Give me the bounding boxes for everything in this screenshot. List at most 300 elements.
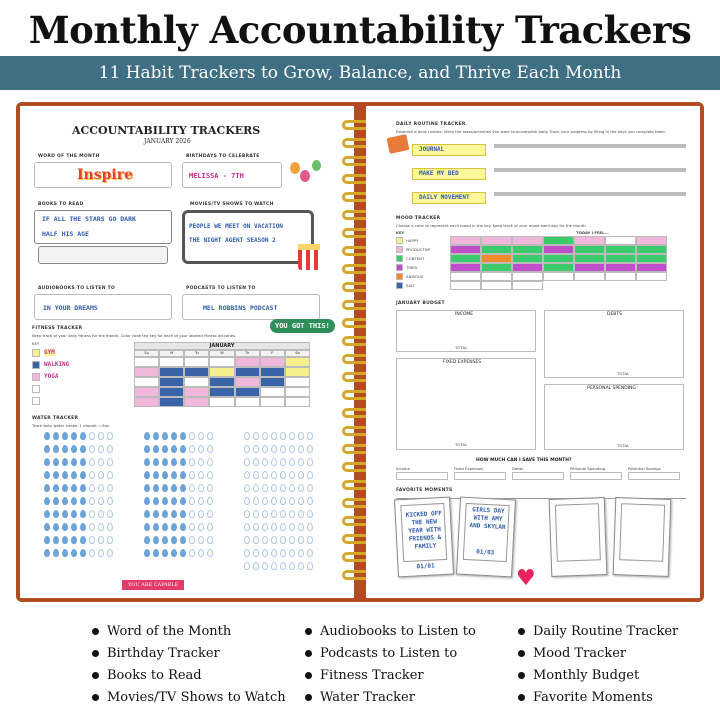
book-item: HALF HIS AGE bbox=[42, 230, 89, 238]
water-drop bbox=[198, 536, 204, 544]
water-drop bbox=[280, 510, 286, 518]
routine-cell bbox=[554, 170, 566, 172]
routine-grid bbox=[494, 192, 686, 196]
mood-today-label: TODAY I FEEL... bbox=[576, 230, 609, 235]
mood-cell bbox=[574, 263, 605, 272]
calendar-cell bbox=[159, 367, 184, 377]
water-drop bbox=[89, 445, 95, 453]
mood-cell bbox=[512, 236, 543, 245]
mood-key-label: SAD bbox=[406, 283, 415, 288]
water-drop bbox=[189, 510, 195, 518]
water-drop bbox=[271, 458, 277, 466]
water-drop bbox=[289, 510, 295, 518]
water-drop bbox=[307, 471, 313, 479]
water-drop bbox=[80, 549, 86, 557]
birthday-box bbox=[182, 162, 282, 188]
podcasts-value: MEL ROBBINS PODCAST bbox=[203, 304, 278, 312]
water-drop bbox=[189, 471, 195, 479]
water-drop bbox=[53, 549, 59, 557]
calendar-day-header: W bbox=[209, 350, 234, 357]
photo-date: 01/03 bbox=[476, 548, 495, 557]
routine-cell bbox=[626, 146, 638, 148]
water-drop bbox=[207, 523, 213, 531]
water-drop bbox=[253, 497, 259, 505]
birthday-label: BIRTHDAYS TO CELEBRATE bbox=[186, 154, 260, 159]
mood-cell bbox=[481, 245, 512, 254]
save-field[interactable] bbox=[454, 472, 506, 480]
routine-cell bbox=[662, 194, 674, 196]
routine-cell bbox=[542, 146, 554, 148]
routine-cell bbox=[530, 170, 542, 172]
water-drop bbox=[53, 484, 59, 492]
mood-swatch bbox=[396, 237, 403, 244]
left-page bbox=[20, 106, 354, 598]
water-drop bbox=[80, 510, 86, 518]
save-column-label: Debts bbox=[512, 466, 524, 471]
water-drop bbox=[198, 484, 204, 492]
photo-date: 01/01 bbox=[416, 562, 435, 571]
calendar-cell bbox=[159, 377, 184, 387]
save-column-label: Potential Savings bbox=[628, 466, 661, 471]
water-drop bbox=[153, 445, 159, 453]
water-drop bbox=[271, 471, 277, 479]
water-drop bbox=[253, 445, 259, 453]
mood-cell bbox=[481, 236, 512, 245]
water-drop bbox=[153, 458, 159, 466]
water-drop bbox=[62, 445, 68, 453]
routine-cell bbox=[506, 146, 518, 148]
water-drop bbox=[89, 458, 95, 466]
save-field[interactable] bbox=[628, 472, 680, 480]
key-item: GYM bbox=[44, 349, 55, 356]
mood-swatch bbox=[396, 282, 403, 289]
water-drop bbox=[71, 432, 77, 440]
water-drop bbox=[44, 523, 50, 531]
water-drop bbox=[244, 432, 250, 440]
water-drop bbox=[62, 510, 68, 518]
water-drop bbox=[153, 549, 159, 557]
water-drop bbox=[53, 445, 59, 453]
water-drop bbox=[171, 549, 177, 557]
feature-item bbox=[92, 690, 286, 705]
water-drop bbox=[162, 497, 168, 505]
calendar-day-header: Tu bbox=[184, 350, 209, 357]
water-drop bbox=[289, 445, 295, 453]
water-drop bbox=[44, 471, 50, 479]
fitness-instructions: Keep track of your daily fitness for the month. Color code the key for each of your labeled fitness activities. bbox=[32, 333, 237, 338]
routine-cell bbox=[530, 194, 542, 196]
feature-label: Favorite Moments bbox=[533, 690, 653, 705]
water-drop bbox=[298, 562, 304, 570]
heart-icon: ♥ bbox=[516, 566, 536, 591]
mood-cell bbox=[636, 263, 667, 272]
water-drop bbox=[80, 497, 86, 505]
mood-swatch bbox=[396, 255, 403, 262]
water-drop bbox=[271, 523, 277, 531]
water-drop bbox=[189, 536, 195, 544]
water-drop bbox=[207, 510, 213, 518]
calendar-cell bbox=[209, 367, 234, 377]
mood-cell bbox=[636, 236, 667, 245]
mood-cell bbox=[450, 254, 481, 263]
routine-cell bbox=[614, 194, 626, 196]
water-drop bbox=[280, 484, 286, 492]
calendar-day-header: M bbox=[159, 350, 184, 357]
calendar-cell bbox=[159, 397, 184, 407]
routine-instructions: Establish a daily routine. Write the tasks/activities you want to accomplish daily. Track your progress by filling in the days you complete them. bbox=[396, 129, 667, 134]
water-drop bbox=[244, 497, 250, 505]
water-drop bbox=[298, 458, 304, 466]
calendar-cell bbox=[209, 377, 234, 387]
mood-cell bbox=[543, 236, 574, 245]
mood-cell bbox=[450, 272, 481, 281]
feature-label: Podcasts to Listen to bbox=[320, 646, 458, 661]
water-drop bbox=[307, 549, 313, 557]
feature-label: Mood Tracker bbox=[533, 646, 627, 661]
calendar-cell bbox=[159, 387, 184, 397]
water-drop bbox=[207, 536, 213, 544]
water-drop bbox=[298, 510, 304, 518]
calendar-cell bbox=[134, 397, 159, 407]
water-drop bbox=[244, 458, 250, 466]
water-drop bbox=[298, 471, 304, 479]
routine-item: DAILY MOVEMENT bbox=[412, 192, 486, 204]
water-drop bbox=[98, 549, 104, 557]
moments-label: FAVORITE MOMENTS bbox=[396, 488, 453, 493]
water-drop bbox=[144, 549, 150, 557]
water-drop bbox=[44, 497, 50, 505]
feature-item bbox=[518, 690, 653, 705]
fixed-total: TOTAL bbox=[455, 442, 468, 447]
water-drop bbox=[80, 432, 86, 440]
mood-grid bbox=[450, 236, 667, 290]
calendar-day-header: Su bbox=[134, 350, 159, 357]
mood-cell bbox=[481, 272, 512, 281]
calendar-cell bbox=[184, 377, 209, 387]
water-drop bbox=[53, 458, 59, 466]
mood-cell bbox=[512, 254, 543, 263]
calendar-cell bbox=[285, 367, 310, 377]
water-drop bbox=[198, 497, 204, 505]
water-drop bbox=[207, 458, 213, 466]
save-field[interactable] bbox=[512, 472, 564, 480]
mood-cell bbox=[512, 245, 543, 254]
routine-label: DAILY ROUTINE TRACKER bbox=[396, 122, 466, 127]
water-drop bbox=[189, 458, 195, 466]
mood-cell bbox=[605, 254, 636, 263]
water-drop bbox=[307, 484, 313, 492]
water-drop bbox=[180, 484, 186, 492]
calendar-cell bbox=[184, 357, 209, 367]
water-drop bbox=[107, 432, 113, 440]
mood-cell bbox=[450, 236, 481, 245]
water-drop bbox=[189, 445, 195, 453]
water-drop bbox=[244, 562, 250, 570]
water-drop bbox=[189, 484, 195, 492]
routine-cell bbox=[590, 170, 602, 172]
water-drop bbox=[107, 458, 113, 466]
routine-cell bbox=[494, 170, 506, 172]
water-drop bbox=[53, 497, 59, 505]
routine-grid bbox=[494, 168, 686, 172]
water-drop bbox=[71, 445, 77, 453]
right-page bbox=[366, 106, 700, 598]
routine-cell bbox=[566, 194, 578, 196]
water-drop bbox=[271, 549, 277, 557]
water-drop bbox=[89, 510, 95, 518]
calendar-cell bbox=[159, 357, 184, 367]
water-drop bbox=[44, 458, 50, 466]
water-drop bbox=[153, 432, 159, 440]
calendar-cell bbox=[260, 397, 285, 407]
water-drop bbox=[144, 536, 150, 544]
water-drop bbox=[180, 497, 186, 505]
water-drop bbox=[253, 562, 259, 570]
water-drop bbox=[280, 471, 286, 479]
routine-cell bbox=[674, 194, 686, 196]
mood-key-label: HAPPY bbox=[406, 238, 419, 243]
calendar-cell bbox=[184, 387, 209, 397]
feature-item bbox=[92, 624, 231, 639]
calendar-cell bbox=[184, 367, 209, 377]
mood-swatch bbox=[396, 246, 403, 253]
water-drop bbox=[198, 510, 204, 518]
water-drop bbox=[171, 536, 177, 544]
routine-cell bbox=[626, 170, 638, 172]
water-drop bbox=[144, 432, 150, 440]
water-drop bbox=[71, 523, 77, 531]
water-drop bbox=[98, 510, 104, 518]
water-drop bbox=[253, 458, 259, 466]
fixed-header: FIXED EXPENSES bbox=[443, 360, 482, 365]
personal-table bbox=[544, 384, 684, 450]
routine-cell bbox=[674, 170, 686, 172]
water-drop bbox=[171, 523, 177, 531]
water-drop bbox=[262, 497, 268, 505]
mood-swatch bbox=[396, 273, 403, 280]
income-total: TOTAL bbox=[455, 345, 468, 350]
calendar-cell bbox=[209, 397, 234, 407]
routine-grid bbox=[494, 144, 686, 148]
calendar-cell bbox=[209, 357, 234, 367]
key-item: WALKING bbox=[44, 361, 70, 368]
water-drop bbox=[89, 484, 95, 492]
balloons-icon bbox=[288, 158, 328, 194]
water-drop bbox=[144, 445, 150, 453]
save-field[interactable] bbox=[570, 472, 622, 480]
water-drop bbox=[71, 484, 77, 492]
water-drop bbox=[62, 497, 68, 505]
water-drop bbox=[289, 536, 295, 544]
water-drop bbox=[298, 484, 304, 492]
water-drop bbox=[307, 458, 313, 466]
fixed-table bbox=[396, 358, 536, 450]
debts-total: TOTAL bbox=[617, 371, 630, 376]
subtitle-banner: 11 Habit Trackers to Grow, Balance, and Thrive Each Month bbox=[0, 56, 720, 90]
water-drop bbox=[280, 549, 286, 557]
water-drop bbox=[244, 484, 250, 492]
routine-cell bbox=[602, 194, 614, 196]
key-item: YOGA bbox=[44, 373, 59, 380]
save-column-label: Income bbox=[396, 466, 410, 471]
water-drop bbox=[289, 484, 295, 492]
photo-frame bbox=[456, 497, 516, 578]
mood-cell bbox=[636, 272, 667, 281]
water-drop bbox=[307, 536, 313, 544]
water-drop bbox=[307, 432, 313, 440]
routine-cell bbox=[518, 170, 530, 172]
water-drop bbox=[62, 484, 68, 492]
books-stack bbox=[34, 210, 172, 268]
budget-label: JANUARY BUDGET bbox=[396, 301, 445, 306]
feature-item bbox=[92, 668, 202, 683]
water-drop bbox=[107, 523, 113, 531]
mood-cell bbox=[636, 254, 667, 263]
mood-cell bbox=[605, 245, 636, 254]
water-drop bbox=[262, 562, 268, 570]
water-drop bbox=[71, 497, 77, 505]
routine-cell bbox=[614, 146, 626, 148]
water-drop bbox=[107, 510, 113, 518]
routine-cell bbox=[566, 170, 578, 172]
feature-item bbox=[305, 646, 457, 661]
mood-cell bbox=[512, 272, 543, 281]
calendar-cell bbox=[260, 377, 285, 387]
water-drop bbox=[107, 549, 113, 557]
mood-label: MOOD TRACKER bbox=[396, 216, 441, 221]
water-drop bbox=[171, 510, 177, 518]
calendar-day-header: Th bbox=[235, 350, 260, 357]
water-drop bbox=[207, 484, 213, 492]
water-drop bbox=[71, 471, 77, 479]
routine-cell bbox=[638, 146, 650, 148]
water-drop bbox=[298, 536, 304, 544]
calendar-cell bbox=[235, 377, 260, 387]
feature-item bbox=[518, 646, 626, 661]
water-drop bbox=[153, 523, 159, 531]
podcasts-label: PODCASTS TO LISTEN TO bbox=[186, 286, 256, 291]
feature-label: Movies/TV Shows to Watch bbox=[107, 690, 286, 705]
water-drop bbox=[162, 445, 168, 453]
water-drop bbox=[144, 458, 150, 466]
water-instructions: Track daily water intake. 1 droplet = 8oz. bbox=[32, 423, 111, 428]
water-drop bbox=[153, 484, 159, 492]
mood-cell bbox=[605, 272, 636, 281]
water-drop bbox=[171, 497, 177, 505]
routine-cell bbox=[650, 194, 662, 196]
water-drop bbox=[44, 445, 50, 453]
water-drop bbox=[262, 484, 268, 492]
water-drop bbox=[207, 471, 213, 479]
water-drop bbox=[71, 510, 77, 518]
water-drop bbox=[98, 484, 104, 492]
water-drop bbox=[207, 549, 213, 557]
calendar-cell bbox=[134, 387, 159, 397]
mood-cell bbox=[543, 263, 574, 272]
water-drop bbox=[71, 536, 77, 544]
calendar-cell bbox=[134, 367, 159, 377]
water-drop bbox=[62, 432, 68, 440]
water-drop bbox=[207, 445, 213, 453]
water-drop bbox=[307, 445, 313, 453]
water-drop bbox=[289, 497, 295, 505]
water-drop bbox=[180, 523, 186, 531]
sticker-badge: YOU GOT THIS! bbox=[270, 319, 335, 333]
calendar-cell bbox=[235, 397, 260, 407]
water-drop bbox=[171, 471, 177, 479]
water-drop bbox=[298, 432, 304, 440]
routine-cell bbox=[506, 170, 518, 172]
mood-key-label: CONTENT bbox=[406, 256, 425, 261]
routine-cell bbox=[554, 146, 566, 148]
routine-cell bbox=[578, 146, 590, 148]
water-drop bbox=[153, 497, 159, 505]
routine-item: MAKE MY BED bbox=[412, 168, 486, 180]
water-drop bbox=[180, 432, 186, 440]
word-value: Inspire bbox=[77, 167, 133, 183]
water-drop bbox=[253, 432, 259, 440]
water-drop bbox=[162, 510, 168, 518]
water-drop bbox=[171, 484, 177, 492]
water-drop bbox=[44, 510, 50, 518]
routine-cell bbox=[602, 146, 614, 148]
water-drop bbox=[271, 497, 277, 505]
feature-item bbox=[518, 624, 678, 639]
water-drop bbox=[171, 432, 177, 440]
water-drop bbox=[262, 536, 268, 544]
mood-key-label: PRODUCTIVE bbox=[406, 247, 431, 252]
water-drop bbox=[89, 523, 95, 531]
water-drop bbox=[144, 523, 150, 531]
water-drop bbox=[153, 471, 159, 479]
mood-cell bbox=[605, 236, 636, 245]
water-drop bbox=[162, 523, 168, 531]
mood-cell bbox=[481, 281, 512, 290]
mood-cell bbox=[574, 245, 605, 254]
mood-instructions: Choose a color to represent each mood in the key. Keep track of your mood each day for the month. bbox=[396, 223, 587, 228]
water-drop bbox=[289, 523, 295, 531]
save-column-label: Fixed Expenses bbox=[454, 466, 484, 471]
water-drop bbox=[98, 471, 104, 479]
left-page-title: ACCOUNTABILITY TRACKERS bbox=[72, 124, 261, 137]
audiobooks-box bbox=[34, 294, 172, 320]
mood-cell bbox=[605, 263, 636, 272]
feature-item bbox=[305, 624, 476, 639]
routine-cell bbox=[662, 170, 674, 172]
fitness-key-label: KEY bbox=[32, 341, 40, 346]
water-drop bbox=[144, 484, 150, 492]
photo-frame bbox=[394, 497, 454, 578]
water-grid bbox=[32, 432, 342, 580]
water-label: WATER TRACKER bbox=[32, 416, 79, 421]
water-drop bbox=[180, 549, 186, 557]
water-drop bbox=[44, 536, 50, 544]
mood-swatch bbox=[396, 264, 403, 271]
save-field[interactable] bbox=[396, 472, 448, 480]
routine-cell bbox=[638, 170, 650, 172]
water-drop bbox=[80, 445, 86, 453]
feature-label: Birthday Tracker bbox=[107, 646, 220, 661]
water-drop bbox=[271, 536, 277, 544]
mood-cell bbox=[543, 245, 574, 254]
feature-label: Word of the Month bbox=[107, 624, 232, 639]
show-item: THE NIGHT AGENT SEASON 2 bbox=[189, 237, 276, 244]
water-drop bbox=[180, 471, 186, 479]
water-drop bbox=[253, 484, 259, 492]
water-drop bbox=[307, 562, 313, 570]
water-drop bbox=[144, 510, 150, 518]
calendar-cell bbox=[285, 387, 310, 397]
